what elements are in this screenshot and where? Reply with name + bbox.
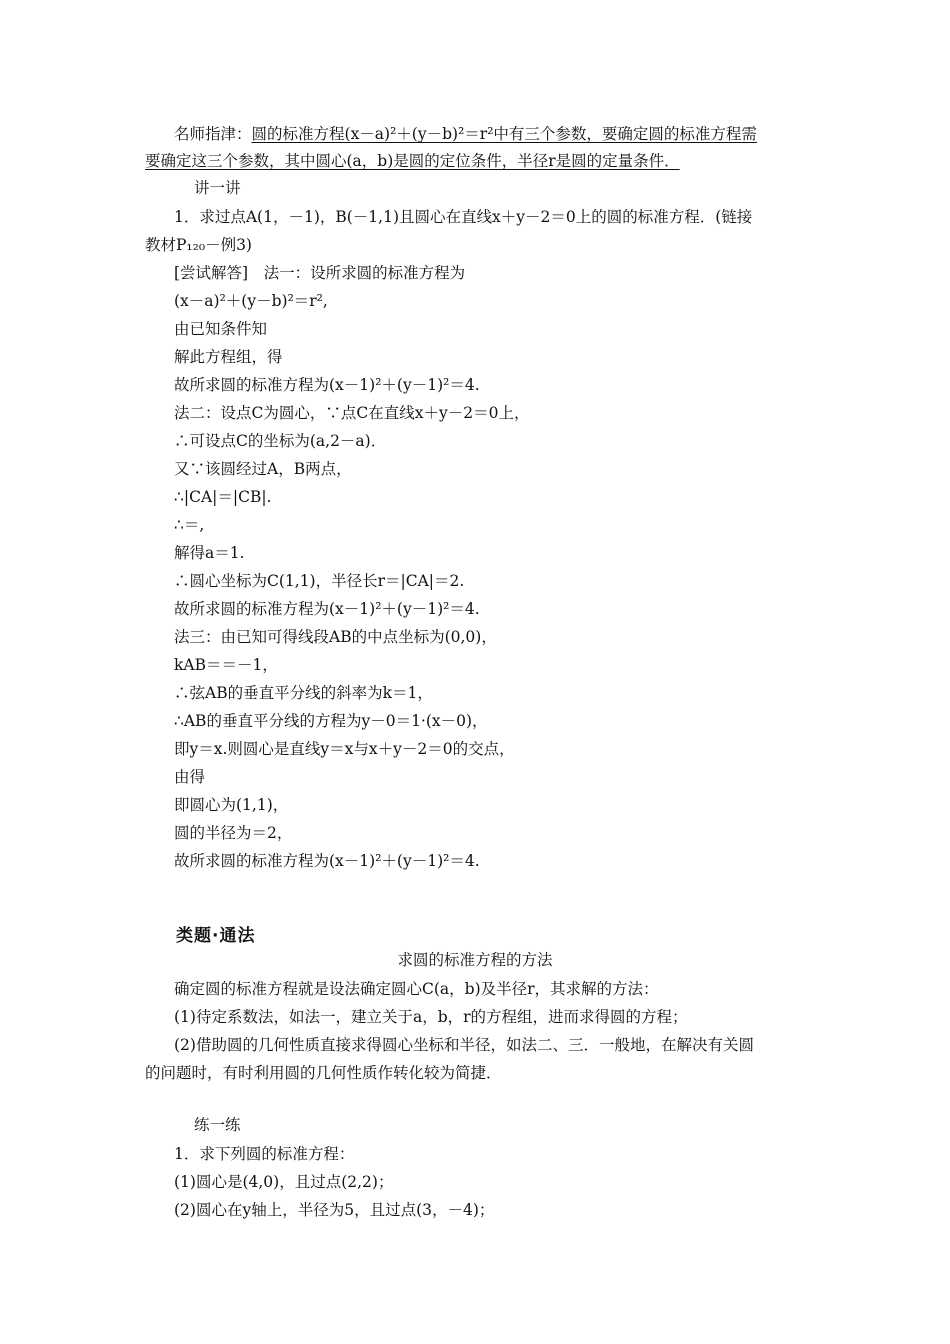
solution-line: ∴AB的垂直平分线的方程为y－0＝1·(x－0)， [174, 712, 488, 730]
tips-text-1: 圆的标准方程(x－a)²＋(y－b)²＝r²中有三个参数，要确定圆的标准方程需 [251, 125, 757, 143]
solution-line: 由已知条件知 [174, 320, 268, 338]
solution-line: 法三：由已知可得线段AB的中点坐标为(0,0)， [174, 628, 497, 646]
solution-line: 解此方程组，得 [174, 348, 283, 366]
solution-line: 解得a＝1. [174, 544, 245, 562]
solution-line: (x－a)²＋(y－b)²＝r², [174, 292, 328, 310]
solution-line: ∴圆心坐标为C(1,1)，半径长r＝|CA|＝2. [174, 572, 465, 590]
solution-line: 由得 [174, 768, 206, 786]
solution-line: 法二：设点C为圆心，∵点C在直线x＋y－2＝0上， [174, 404, 530, 422]
solution-line: ∴弦AB的垂直平分线的斜率为k＝1， [174, 684, 433, 702]
solution-line: 即圆心为(1,1)， [174, 796, 289, 814]
exercise-1a: (1)圆心是(4,0)，且过点(2,2)； [174, 1173, 394, 1191]
problem-1-line-1: 1．求过点A(1，－1)，B(－1,1)且圆心在直线x＋y－2＝0上的圆的标准方程．(链接 [174, 208, 753, 226]
solution-line: ∴可设点C的坐标为(a,2－a)． [174, 432, 387, 450]
solution-line: kAB＝＝－1， [174, 656, 278, 674]
problem-1-line-2: 教材P₁₂₀－例3) [145, 236, 252, 254]
tips-label: 名师指津： [174, 125, 252, 143]
solution-line: 圆的半径为＝2， [174, 824, 293, 842]
section-heading-leiti-tongfa: 类题·通法 [176, 926, 256, 946]
solution-line: [尝试解答] 法一：设所求圆的标准方程为 [174, 264, 466, 282]
exercise-1b: (2)圆心在y轴上，半径为5，且过点(3，－4)； [174, 1201, 495, 1219]
method-paragraph-1: 确定圆的标准方程就是设法确定圆心C(a，b)及半径r，其求解的方法： [174, 980, 659, 998]
solution-line: 故所求圆的标准方程为(x－1)²＋(y－1)²＝4. [174, 600, 480, 618]
solution-line: ∴|CA|＝|CB|. [174, 488, 272, 506]
section-title-lianyilian: 练一练 [194, 1116, 241, 1134]
method-paragraph-2: (1)待定系数法，如法一，建立关于a，b，r的方程组，进而求得圆的方程； [174, 1008, 688, 1026]
section-title-jiangyijiang: 讲一讲 [194, 179, 241, 197]
solution-line: 又∵该圆经过A，B两点， [174, 460, 352, 478]
solution-line: 故所求圆的标准方程为(x－1)²＋(y－1)²＝4. [174, 376, 480, 394]
solution-line: ∴＝, [174, 516, 205, 534]
tips-line-1 [174, 121, 757, 147]
solution-line: 故所求圆的标准方程为(x－1)²＋(y－1)²＝4. [174, 852, 480, 870]
tips-line-2: 要确定这三个参数，其中圆心(a，b)是圆的定位条件，半径r是圆的定量条件． [145, 152, 680, 170]
exercise-1: 1．求下列圆的标准方程： [174, 1145, 355, 1163]
method-paragraph-3-line-1: (2)借助圆的几何性质直接求得圆心坐标和半径，如法二、三．一般地，在解决有关圆 [174, 1036, 754, 1054]
solution-line: 即y＝x.则圆心是直线y＝x与x＋y－2＝0的交点， [174, 740, 515, 758]
method-paragraph-3-line-2: 的问题时，有时利用圆的几何性质作转化较为简捷． [145, 1064, 502, 1082]
method-subtitle: 求圆的标准方程的方法 [397, 951, 553, 969]
